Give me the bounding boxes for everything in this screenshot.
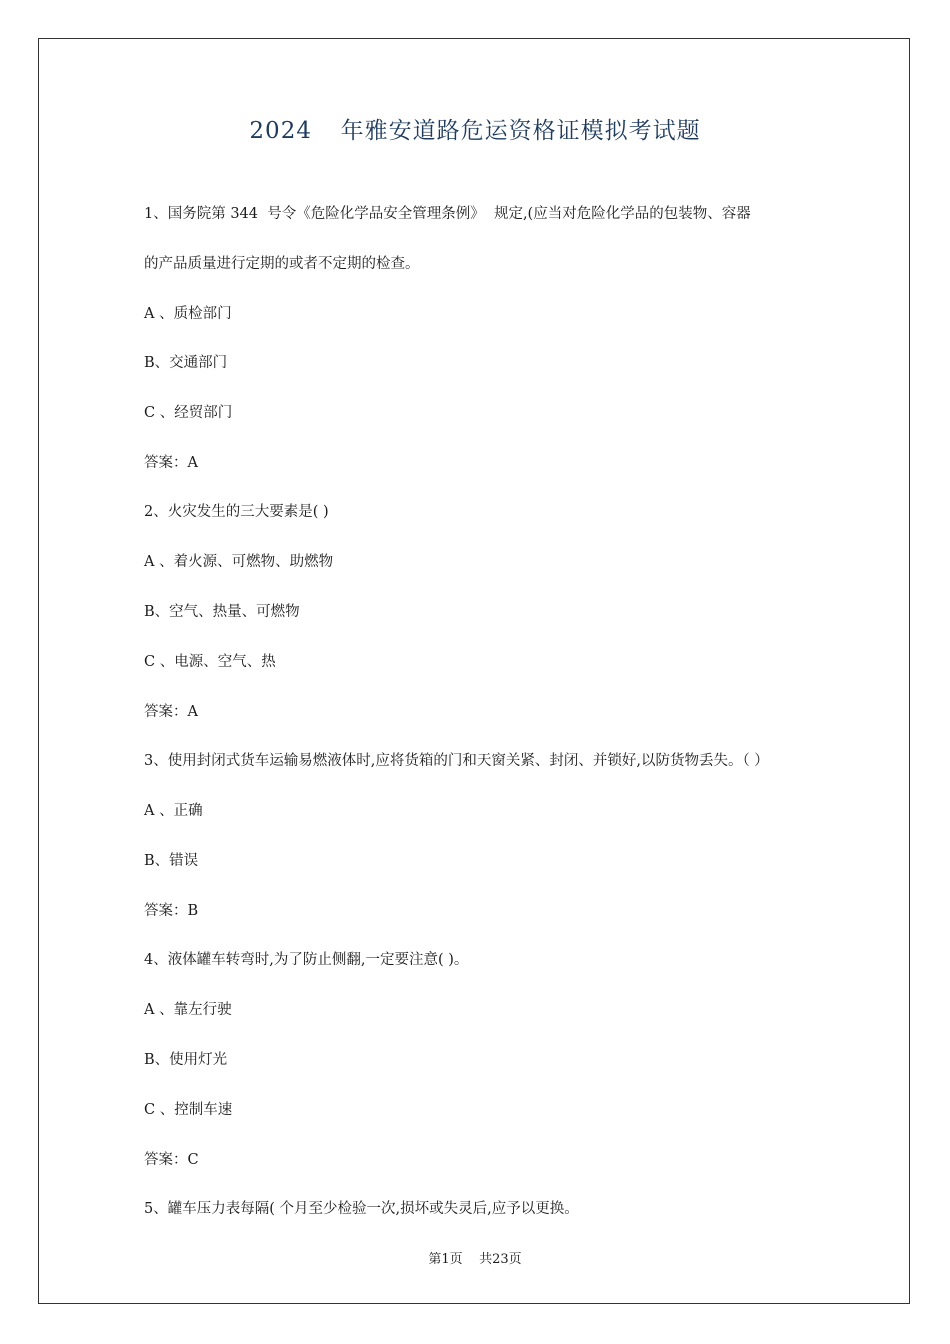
page-footer: 第1页 共23页 xyxy=(428,1252,522,1267)
question-4-option-b: B、使用灯光 xyxy=(144,1052,228,1068)
question-3-option-b: B、错误 xyxy=(144,853,199,869)
question-3-option-a: A 、正确 xyxy=(144,803,203,819)
question-3-answer: 答案：B xyxy=(144,903,199,919)
question-4-answer: 答案：C xyxy=(144,1152,199,1168)
document-title: 2024 年雅安道路危运资格证模拟考试题 xyxy=(249,118,701,144)
question-1-option-c: C 、经贸部门 xyxy=(144,405,233,421)
question-3-stem: 3、使用封闭式货车运输易燃液体时,应将货箱的门和天窗关紧、封闭、并锁好,以防货物丢失。（ ） xyxy=(144,753,769,769)
question-2-stem: 2、火灾发生的三大要素是( ) xyxy=(144,504,329,520)
question-1-option-a: A 、质检部门 xyxy=(144,306,232,322)
question-1-stem-line-2: 的产品质量进行定期的或者不定期的检查。 xyxy=(144,256,420,272)
question-1-stem-line-1: 1、国务院第 344 号令《危险化学品安全管理条例》 规定,(应当对危险化学品的包装物、容器 xyxy=(144,206,751,222)
question-2-option-a: A 、着火源、可燃物、助燃物 xyxy=(144,554,334,570)
question-4-stem: 4、液体罐车转弯时,为了防止侧翻,一定要注意( )。 xyxy=(144,952,469,968)
question-2-option-c: C 、电源、空气、热 xyxy=(144,654,276,670)
question-2-option-b: B、空气、热量、可燃物 xyxy=(144,604,300,620)
question-4-option-c: C 、控制车速 xyxy=(144,1102,233,1118)
question-1-option-b: B、交通部门 xyxy=(144,355,228,371)
question-4-option-a: A 、靠左行驶 xyxy=(144,1002,232,1018)
question-2-answer: 答案：A xyxy=(144,704,198,720)
question-1-answer: 答案：A xyxy=(144,455,198,471)
question-5-stem: 5、罐车压力表每隔( 个月至少检验一次,损坏或失灵后,应予以更换。 xyxy=(144,1201,579,1217)
